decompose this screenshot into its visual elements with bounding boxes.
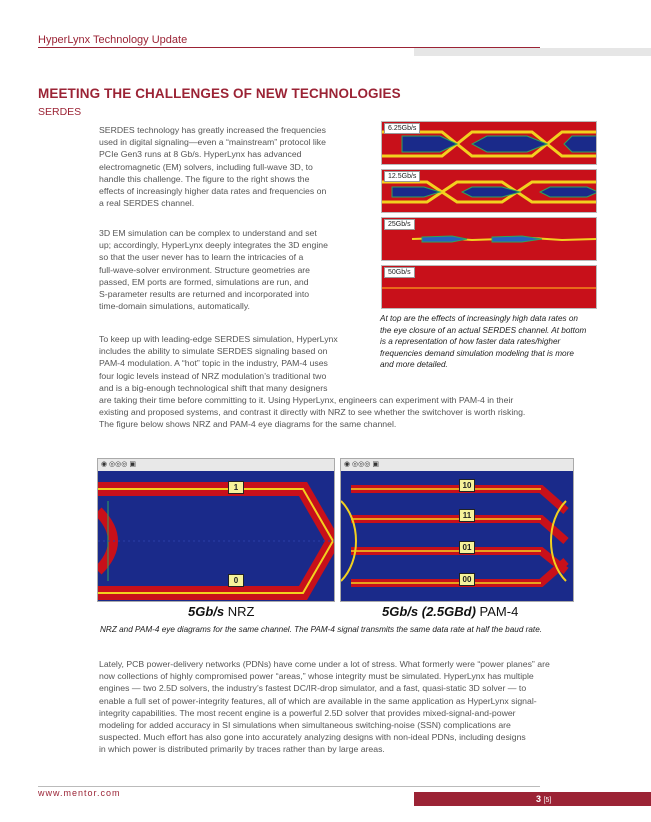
p3-line: existing and proposed systems, and contrast it directly with NRZ to see whether the switchover is worth risking. bbox=[99, 407, 526, 418]
page-current: 3 bbox=[536, 794, 542, 804]
nrz-rate: 5Gb/s bbox=[188, 604, 225, 619]
caption-line: the eye closure of an actual SERDES channel. At bottom bbox=[380, 325, 587, 335]
p4-line: in which power is distributed primarily by traces rather than by large areas. bbox=[99, 744, 385, 755]
eye-label-25g: 25Gb/s bbox=[384, 219, 415, 230]
nrz-name: NRZ bbox=[227, 604, 255, 619]
section-title: SERDES bbox=[38, 106, 82, 118]
header-bar bbox=[414, 48, 651, 56]
p2-line: 3D EM simulation can be complex to understand and set bbox=[99, 228, 317, 238]
p2-line: up; accordingly, HyperLynx deeply integrates the 3D engine bbox=[99, 240, 328, 251]
p1-line: used in digital signaling—even a “mainstream” protocol like bbox=[99, 137, 326, 148]
p4-line: modeling for added accuracy in SI simulations when simultaneous switching-noise (SSN) complications are bbox=[99, 720, 511, 731]
nrz-label bbox=[188, 604, 254, 619]
p4-line: Lately, PCB power-delivery networks (PDNs) have come under a lot of stress. What formerly were “power planes” are bbox=[99, 659, 550, 669]
footer-rule bbox=[38, 786, 540, 787]
caption-line: frequencies demand simulation modeling that is more bbox=[380, 348, 574, 358]
page-number bbox=[536, 794, 551, 804]
p4-line: integrity capabilities. The most recent engine is a powerful 2.5D solver that provides mixed-signal-and-power bbox=[99, 707, 516, 718]
pam4-level-00: 00 bbox=[459, 573, 475, 586]
eye-diagram-50g bbox=[381, 265, 597, 309]
p2-line: passed, EM ports are formed, simulations are run, and bbox=[99, 276, 309, 287]
p1-line: SERDES technology has greatly increased the frequencies bbox=[99, 125, 326, 135]
article-title: MEETING THE CHALLENGES OF NEW TECHNOLOGIES bbox=[38, 86, 401, 101]
p4-line: suspected. Much effort has also gone into accurately analyzing designs with non-ideal PDNs, including designs bbox=[99, 732, 526, 743]
eye-figure-caption bbox=[380, 313, 610, 371]
eye-label-6g: 6.25Gb/s bbox=[384, 123, 420, 134]
p1-line: PCIe Gen3 runs at 8 Gb/s. HyperLynx has advanced bbox=[99, 149, 302, 160]
pam4-eye-diagram bbox=[340, 458, 574, 602]
footer-url[interactable]: www.mentor.com bbox=[38, 788, 121, 798]
p4-line: enable a full set of power-integrity features, all of which are available in the same application as HyperLynx signal- bbox=[99, 695, 537, 706]
p2-line: S-parameter results are returned and incorporated into bbox=[99, 289, 310, 300]
paragraph-3a bbox=[99, 333, 371, 394]
caption-line: and more detailed. bbox=[380, 360, 448, 370]
paragraph-3b bbox=[99, 394, 619, 431]
p2-line: so that the user never has to learn the intricacies of a bbox=[99, 252, 304, 263]
p2-line: time-domain simulations, automatically. bbox=[99, 301, 250, 312]
nrz-level-1: 1 bbox=[228, 481, 244, 494]
paragraph-1 bbox=[99, 124, 371, 209]
caption-line: At top are the effects of increasingly high data rates on bbox=[380, 314, 578, 323]
p1-line: a real SERDES channel. bbox=[99, 198, 195, 209]
eye-diagram-25g bbox=[381, 217, 597, 261]
nrz-eye-diagram bbox=[97, 458, 335, 602]
pam4-name: PAM-4 bbox=[479, 604, 519, 619]
caption-line: is a representation of how faster data rates/higher bbox=[380, 337, 561, 347]
nrz-toolbar: ◉ ◎◎◎ ▣ bbox=[98, 459, 334, 471]
paragraph-2 bbox=[99, 227, 371, 312]
footer-bar bbox=[414, 792, 651, 806]
p3-line: PAM-4 modulation. A “hot” topic in the industry, PAM-4 uses bbox=[99, 358, 328, 369]
p1-line: electromagnetic (EM) solvers, including full-wave 3D, to bbox=[99, 161, 313, 172]
eye-label-12g: 12.5Gb/s bbox=[384, 171, 420, 182]
nrz-eye-plot bbox=[98, 471, 335, 602]
pam-figure-caption: NRZ and PAM-4 eye diagrams for the same channel. The PAM-4 signal transmits the same data rate at half the baud rate. bbox=[100, 625, 543, 634]
pam4-label bbox=[382, 604, 518, 619]
pam4-level-01: 01 bbox=[459, 541, 475, 554]
pam4-toolbar: ◉ ◎◎◎ ▣ bbox=[341, 459, 573, 471]
eye-diagram-6g bbox=[381, 121, 597, 165]
pam4-level-11: 11 bbox=[459, 509, 475, 522]
pam4-rate: 5Gb/s (2.5GBd) bbox=[382, 604, 476, 619]
p3-line: are taking their time before committing to it. Using HyperLynx, engineers can experiment with PAM-4 in their bbox=[99, 395, 514, 405]
eye-label-50g: 50Gb/s bbox=[384, 267, 415, 278]
eye-diagram-12g bbox=[381, 169, 597, 213]
p2-line: full-wave-solver environment. Structure geometries are bbox=[99, 264, 310, 275]
p3-line: The figure below shows NRZ and PAM-4 eye diagrams for the same channel. bbox=[99, 419, 397, 430]
nrz-level-0: 0 bbox=[228, 574, 244, 587]
p4-line: engines — two 2.5D solvers, the industry’s fastest DC/IR-drop simulator, and a fast, quasi-static 3D solver — to bbox=[99, 683, 527, 694]
p3-line: and is a big-enough technological shift that many designers bbox=[99, 382, 328, 393]
header-title: HyperLynx Technology Update bbox=[38, 34, 188, 46]
p4-line: now collections of highly compromised power “areas,” whose integrity must be simulated. HyperLynx has multiple bbox=[99, 671, 534, 682]
page-total: [5] bbox=[543, 797, 552, 804]
p1-line: effects of increasingly higher data rates and frequencies on bbox=[99, 186, 327, 197]
p3-line: four logic levels instead of NRZ modulation’s traditional two bbox=[99, 370, 327, 381]
paragraph-4 bbox=[99, 658, 619, 756]
pam4-eye-plot bbox=[341, 471, 574, 602]
pam4-level-10: 10 bbox=[459, 479, 475, 492]
p1-line: handle this challenge. The figure to the right shows the bbox=[99, 173, 310, 184]
p3-line: includes the ability to simulate SERDES signaling based on bbox=[99, 346, 328, 357]
p3-line: To keep up with leading-edge SERDES simulation, HyperLynx bbox=[99, 334, 338, 344]
